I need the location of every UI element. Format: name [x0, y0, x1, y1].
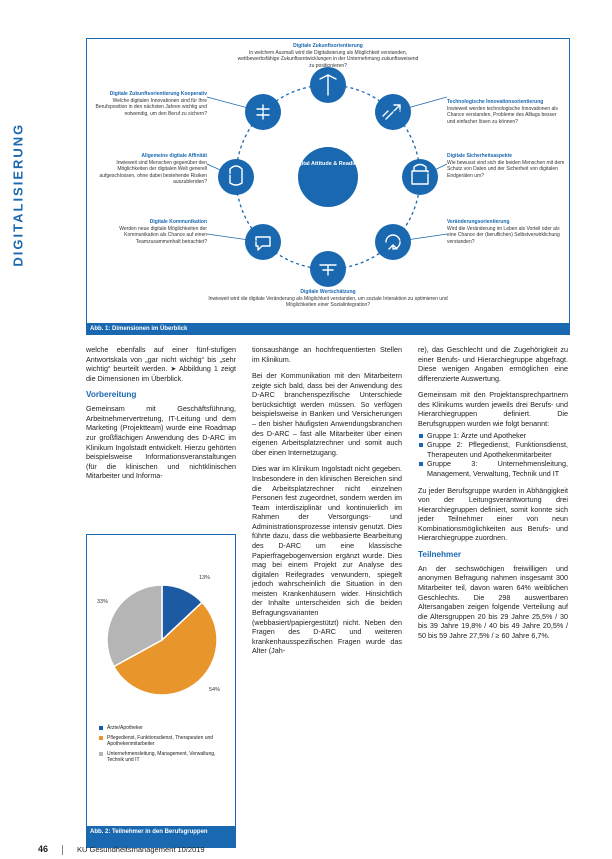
list-item: Gruppe 3: Unternehmensleitung, Management, Verwaltung, Technik und IT [418, 459, 568, 478]
dimension-kommunikation: Digitale Kommunikation Werden neue digitale Möglichkeiten der Kommunikation als Chance auf einen Teamzusammenhalt betrachtet? [119, 219, 207, 245]
legend-item: Unternehmensleitung, Management, Verwaltung, Technik und IT [99, 751, 229, 764]
paragraph: Gemeinsam mit den Projektansprechpartnern des Klinikums wurden jeweils drei Berufs- und Hierarchiegruppen definiert. Die Berufsgruppen wurden wie folgt benannt: [418, 390, 568, 429]
section-label: DIGITALISIERUNG [10, 123, 26, 267]
center-circle [298, 147, 358, 207]
column-3 [418, 345, 568, 648]
journal-name: KU Gesundheitsmanagement 10/2019 [77, 845, 205, 854]
legend-swatch [99, 736, 103, 740]
page-number: 46 [38, 844, 49, 854]
dimension-kooperativ: Digitale Zukunftsorientierung Kooperativ Welche digitalen Innovationen sind für Ihre Berufsposition in den nächsten Jahren wichtig und notwendig, um den Beruf zu sichern? [95, 91, 207, 117]
berufsgruppen-list [418, 431, 568, 479]
legend-item: Ärzte/Apotheker [99, 725, 229, 732]
heading-teilnehmer: Teilnehmer [418, 549, 462, 559]
pie-legend [99, 725, 229, 767]
dimension-sicherheit: Digitale Sicherheitsaspekte Wie bewusst sind sich die beiden Menschen mit dem Schutz von Daten und der Sicherheit von digitalen Endgeräten um? [447, 153, 565, 179]
figure-pie-chart [86, 534, 236, 840]
paragraph: re), das Geschlecht und die Zugehörigkeit zu einer Berufs- und Hierarchiegruppe abgefragt. Diese wenigen Angaben ermöglichen eine differenzierte Auswertung. [418, 345, 568, 383]
paragraph: Dies war im Klinikum Ingolstadt nicht gegeben. Insbesondere in den klinischen Bereichen sind die Arbeitsplatzrechner nicht einzelnen Personen fest zugeordnet, sondern werden im Team interdisziplinär und kontinuierlich im Rahmen der Versorgungs- und Administrationsprozesse intensiv genutzt. Dies führte dazu, dass die webbasierte Bearbeitung des D-ARC um eine klassische Papierfragebogenversion ergänzt wurde. Dies mag bei einem Projekt zur Analyse des digitalen Reifegrades verwundern, spiegelt jedoch wahrscheinlich die Situation in den meisten Krankenhäusern wider. Hinsichtlich der Inhalte unterscheiden sich die beiden Befragungsvarianten (webbasiert/papiergestützt) nicht. Neben den Fragen des D-ARC und weiteren krankenhausspezifischen Fragen wurde das Alter (Jah- [252, 464, 402, 656]
pie-chart [87, 535, 237, 725]
list-item: Gruppe 1: Ärzte und Apotheker [418, 431, 568, 441]
dimension-affinitaet: Allgemeine digitale Affinität Inwieweit sind Menschen gegenüber den Möglichkeiten der digitalen Welt generell aufgeschlossen, ohne dabei bestehende Risiken auszublenden? [99, 153, 207, 185]
dimension-wertschaetzung: Digitale Wertschätzung Inwieweit wird die digitale Veränderung als Möglichkeit verstanden, um soziale Interaktion zu optimieren und Möglichkeiten einer Sozialintegration? [208, 289, 448, 308]
figure1-caption: Abb. 1: Dimensionen im Überblick [86, 323, 570, 335]
center-label: D-ARC Digital Attitude & Readiness Check [273, 161, 385, 167]
page-footer [38, 844, 205, 856]
figure-dimensions [86, 38, 570, 334]
paragraph: Bei der Kommunikation mit den Mitarbeitern zeigte sich bald, dass bei der Anwendung des D-ARC branchenspezifische Unterschiede berücksichtigt werden müssen. So verfügen beispielsweise in Banken und Versicherungen – den bisher häufigsten Anwendungsbranchen des D-ARC – fast alle Mitarbeiter über einen eigenen Arbeitsplatzrechner und somit auch über einen Internetzugang. [252, 371, 402, 457]
column-2 [252, 345, 402, 663]
dimension-technologie: Technologische Innovationsorientierung Inwieweit werden technologische Innovationen als Chance verstanden, Probleme des Alltags besser und einfacher lösen zu können? [447, 99, 558, 125]
figure2-caption: Abb. 2: Teilnehmer in den Berufsgruppen [86, 826, 236, 848]
paragraph: Gemeinsam mit Geschäftsführung, Arbeitnehmervertretung, IT-Leitung und dem Marketing (Projektteam) wurde eine Roadmap zur großflächigen Anwendung des D-ARC im Klinikum Ingolstadt entwickelt. Hierzu gehörten beispielsweise Informationsveranstaltungen (für die klinischen und nichtklinischen Mitarbeiter und Informa- [86, 404, 236, 481]
paragraph: tionsaushänge an hochfrequentierten Stellen im Klinikum. [252, 345, 402, 364]
legend-swatch [99, 726, 103, 730]
list-item: Gruppe 2: Pflegedienst, Funktionsdienst, Therapeuten und Apothekenmitarbeiter [418, 440, 568, 459]
legend-swatch [99, 752, 103, 756]
pie-label-aerzte: 13% [199, 575, 211, 581]
pie-label-verwaltung: 33% [97, 599, 109, 605]
dimension-veraenderung: Veränderungsorientierung Wird die Veränderung im Leben als Vorteil oder als eine Chance der (beruflichen) Selbstverwirklichung verstanden? [447, 219, 560, 245]
heading-vorbereitung: Vorbereitung [86, 390, 137, 400]
paragraph: Zu jeder Berufsgruppe wurden in Abhängigkeit von der Leitungsverantwortung drei Hierarchiegruppen definiert, somit konnte sich jeder Teilnehmer einer von neun Kombinationsmöglichkeiten aus Berufs- und Hierarchiegruppe zuordnen. [418, 485, 568, 543]
legend-item: Pflegedienst, Funktionsdienst, Therapeuten und Apothekenmitarbeiter [99, 735, 229, 748]
paragraph: An der sechswöchigen freiwilligen und anonymen Befragung nahmen insgesamt 300 Mitarbeiter teil, davon waren 64% weiblichen Geschlechts. Die 298 auswertbaren Altersangaben zeigen folgende Verteilung auf die Altersgruppen 20 bis 29 Jahre 25,5% / 30 bis 39 Jahre 19,8% / 40 bis 49 Jahre 20,5% / 50 bis 59 Jahre 27,5% / ≥ 60 Jahre 6,7%. [418, 563, 568, 640]
paragraph: welche ebenfalls auf einer fünf-stufigen Antwortskala von „gar nicht wichtig“ bis „sehr wichtig“ beurteilt werden. ➤ Abbildung 1 zeigt die Dimensionen im Überblick. [86, 345, 236, 383]
column-1 [86, 345, 236, 488]
pie-label-pflege: 54% [209, 687, 221, 693]
footer-divider [62, 845, 63, 855]
dimension-zukunft: Digitale Zukunftsorientierung In welchem Ausmaß wird die Digitalisierung als Möglichkeit verstanden, wettbewerbsfähige Zukunftsentwicklungen in der Unternehmung zukunftsweisend zu positionieren? [237, 43, 419, 69]
